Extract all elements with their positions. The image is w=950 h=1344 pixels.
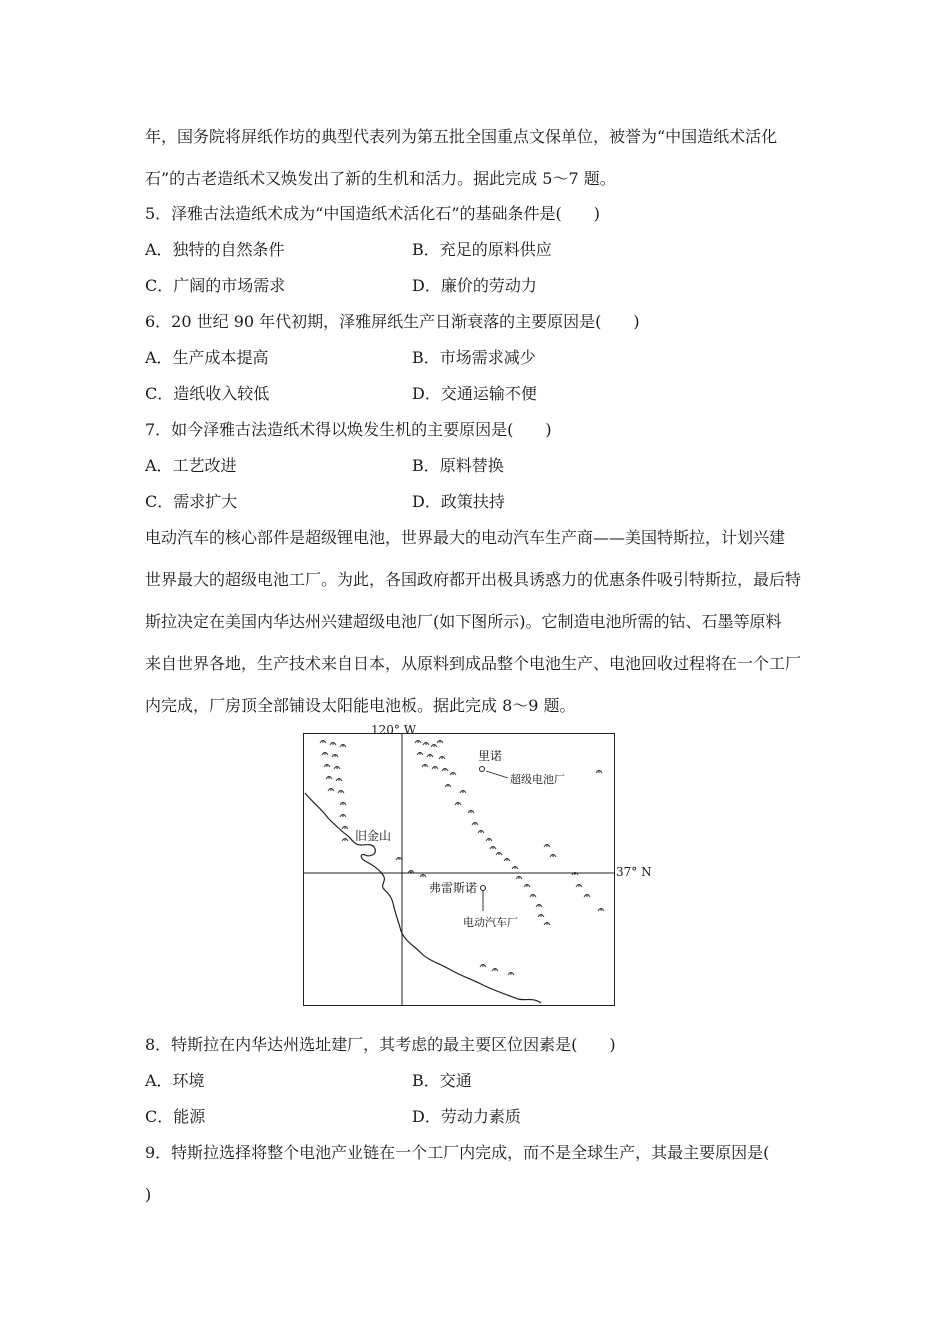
question-8-option-b: B．交通	[412, 1071, 472, 1090]
question-6-option-d: D．交通运输不便	[412, 384, 537, 403]
fresno-marker	[481, 886, 486, 891]
question-8-option-c: C．能源	[145, 1107, 206, 1126]
latitude-label: 37° N	[616, 865, 652, 879]
san-francisco-label: 旧金山	[355, 829, 392, 843]
ev-factory-label: 电动汽车厂	[463, 916, 518, 929]
passage-line-5: 内完成，厂房顶全部铺设太阳能电池板。据此完成 8～9 题。	[145, 696, 576, 715]
question-6-stem: 6．20 世纪 90 年代初期，泽雅屏纸生产日渐衰落的主要原因是( )	[145, 312, 640, 331]
question-5-stem: 5．泽雅古法造纸术成为“中国造纸术活化石”的基础条件是( )	[145, 204, 601, 223]
question-7-option-b: B．原料替换	[412, 456, 504, 475]
map-frame	[304, 734, 615, 1006]
question-6-option-a: A．生产成本提高	[145, 348, 269, 367]
question-9-stem: 9．特斯拉选择将整个电池产业链在一个工厂内完成，而不是全球生产，其最主要原因是(	[145, 1143, 770, 1162]
question-5-option-c: C．广阔的市场需求	[145, 276, 286, 295]
reno-marker	[480, 767, 485, 772]
location-map	[303, 733, 615, 1006]
question-7-option-d: D．政策扶持	[412, 492, 505, 511]
intro-line-1: 年，国务院将屏纸作坊的典型代表列为第五批全国重点文保单位，被誉为“中国造纸术活化	[145, 127, 778, 146]
passage-line-2: 世界最大的超级电池工厂。为此，各国政府都开出极具诱惑力的优惠条件吸引特斯拉，最后特	[145, 570, 802, 589]
battery-factory-label: 超级电池厂	[510, 773, 565, 786]
intro-line-2: 石”的古老造纸术又焕发出了新的生机和活力。据此完成 5～7 题。	[145, 169, 616, 188]
question-5-option-d: D．廉价的劳动力	[412, 276, 537, 295]
question-5-option-b: B．充足的原料供应	[412, 240, 552, 259]
reno-label: 里诺	[478, 749, 503, 763]
passage-line-3: 斯拉决定在美国内华达州兴建超级电池厂(如下图所示)。它制造电池所需的钴、石墨等原料	[145, 612, 782, 631]
fresno-label: 弗雷斯诺	[429, 881, 478, 895]
question-6-option-c: C．造纸收入较低	[145, 384, 270, 403]
question-6-option-b: B．市场需求减少	[412, 348, 536, 367]
question-9-stem-end: )	[145, 1185, 152, 1204]
passage-line-4: 来自世界各地，生产技术来自日本，从原料到成品整个电池生产、电池回收过程将在一个工厂	[145, 654, 802, 673]
passage-line-1: 电动汽车的核心部件是超级锂电池，世界最大的电动汽车生产商——美国特斯拉，计划兴建	[145, 528, 786, 547]
question-8-stem: 8．特斯拉在内华达州选址建厂，其考虑的最主要区位因素是( )	[145, 1035, 616, 1054]
question-7-option-c: C．需求扩大	[145, 492, 238, 511]
question-7-option-a: A．工艺改进	[145, 456, 237, 475]
longitude-label: 120° W	[371, 723, 417, 737]
question-8-option-a: A．环境	[145, 1071, 205, 1090]
question-5-option-a: A．独特的自然条件	[145, 240, 285, 259]
question-8-option-d: D．劳动力素质	[412, 1107, 521, 1126]
question-7-stem: 7．如今泽雅古法造纸术得以焕发生机的主要原因是( )	[145, 420, 552, 439]
